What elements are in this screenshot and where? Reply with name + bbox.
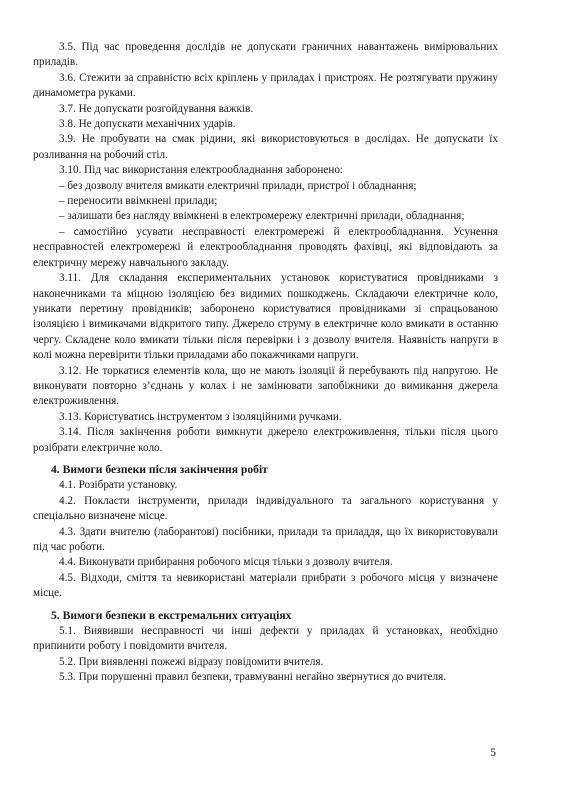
- paragraph-3-14: 3.14. Після закінчення роботи вимкнути джерело електроживлення, тільки після цього розібрати електричне коло.: [33, 426, 498, 454]
- paragraph-5-1: 5.1. Виявивши несправності чи інші дефекти у приладах й установках, необхідно припинити роботу і повідомити вчителя.: [33, 625, 498, 653]
- paragraph-3-9: 3.9. Не пробувати на смак рідини, які використовуються в дослідах. Не допускати їх розливання на робочий стіл.: [33, 133, 498, 161]
- list-item-no-permission: – без дозволу вчителя вмикати електричні прилади, пристрої і обладнання;: [59, 179, 417, 192]
- document-body: [33, 40, 498, 686]
- paragraph-4-2: 4.2. Покласти інструменти, прилади індивідуального та загального користування у спеціально визначене місце.: [33, 494, 498, 523]
- paragraph-4-3: 4.3. Здати вчителю (лаборантові) посібники, прилади та приладдя, що їх використовували під час роботи.: [33, 525, 498, 553]
- paragraph-3-10: 3.10. Під час використання електрообладнання заборонено:: [59, 164, 344, 177]
- paragraph-3-12: 3.12. Не торкатися елементів кола, що не мають ізоляції й перебувають під напругою. Не виконувати повторно з’єднань у колах і не замінювати запобіжники до вимикання джерела електроживлення.: [33, 364, 498, 408]
- paragraph-4-5: 4.5. Відходи, сміття та невикористані матеріали прибрати з робочого місця у визначене місце.: [33, 571, 498, 600]
- paragraph-3-11: 3.11. Для складання експериментальних установок користуватися провідниками з наконечниками та міцною ізоляцією без видимих пошкоджень. Складаючи електричне коло, уникати перетину провідників; заборонено користуватися провідниками зі спрацьованою ізоляцією і вимикачами відкритого типу. Джерело струму в електричне коло вмикати в останню чергу. Складене коло вмикати тільки після перевірки і з дозволу вчителя. Наявність напруги в колі можна перевірити тільки приладами або покажчиками напруги.: [33, 272, 498, 362]
- paragraph-3-6: 3.6. Стежити за справністю всіх кріплень у приладах і пристроях. Не розтягувати пружину динамометра руками.: [33, 71, 498, 100]
- paragraph-3-7: 3.7. Не допускати розгойдування важків.: [59, 102, 254, 115]
- paragraph-5-2: 5.2. При виявленні пожежі відразу повідомити вчителя.: [59, 655, 324, 668]
- section-4-heading: 4. Вимоги безпеки після закінчення робіт: [51, 462, 268, 476]
- paragraph-3-13: 3.13. Користуватись інструментом з ізоляційними ручками.: [59, 410, 342, 423]
- list-item-no-unattended: – залишати без нагляду ввімкнені в електромережу електричні прилади, обладнання;: [59, 210, 465, 223]
- list-item-no-self-repair: – самостійно усувати несправності електромережі й електрообладнання. Усунення несправностей електромережі й електрообладнання проводять фахівці, які відповідають за електричну мережу навчального закладу.: [33, 225, 498, 269]
- paragraph-3-5: 3.5. Під час проведення дослідів не допускати граничних навантажень вимірювальних приладів.: [33, 41, 498, 69]
- paragraph-3-8: 3.8. Не допускати механічних ударів.: [59, 118, 236, 131]
- section-5-heading: 5. Вимоги безпеки в екстремальних ситуаціях: [51, 608, 292, 622]
- paragraph-5-3: 5.3. При порушенні правил безпеки, травмуванні негайно звернутися до вчителя.: [59, 671, 447, 684]
- page-number: 5: [490, 747, 496, 759]
- list-item-no-moving: – переносити ввімкнені прилади;: [59, 195, 218, 208]
- paragraph-4-4: 4.4. Виконувати прибирання робочого місця тільки з дозволу вчителя.: [59, 556, 393, 569]
- paragraph-4-1: 4.1. Розібрати установку.: [59, 479, 178, 492]
